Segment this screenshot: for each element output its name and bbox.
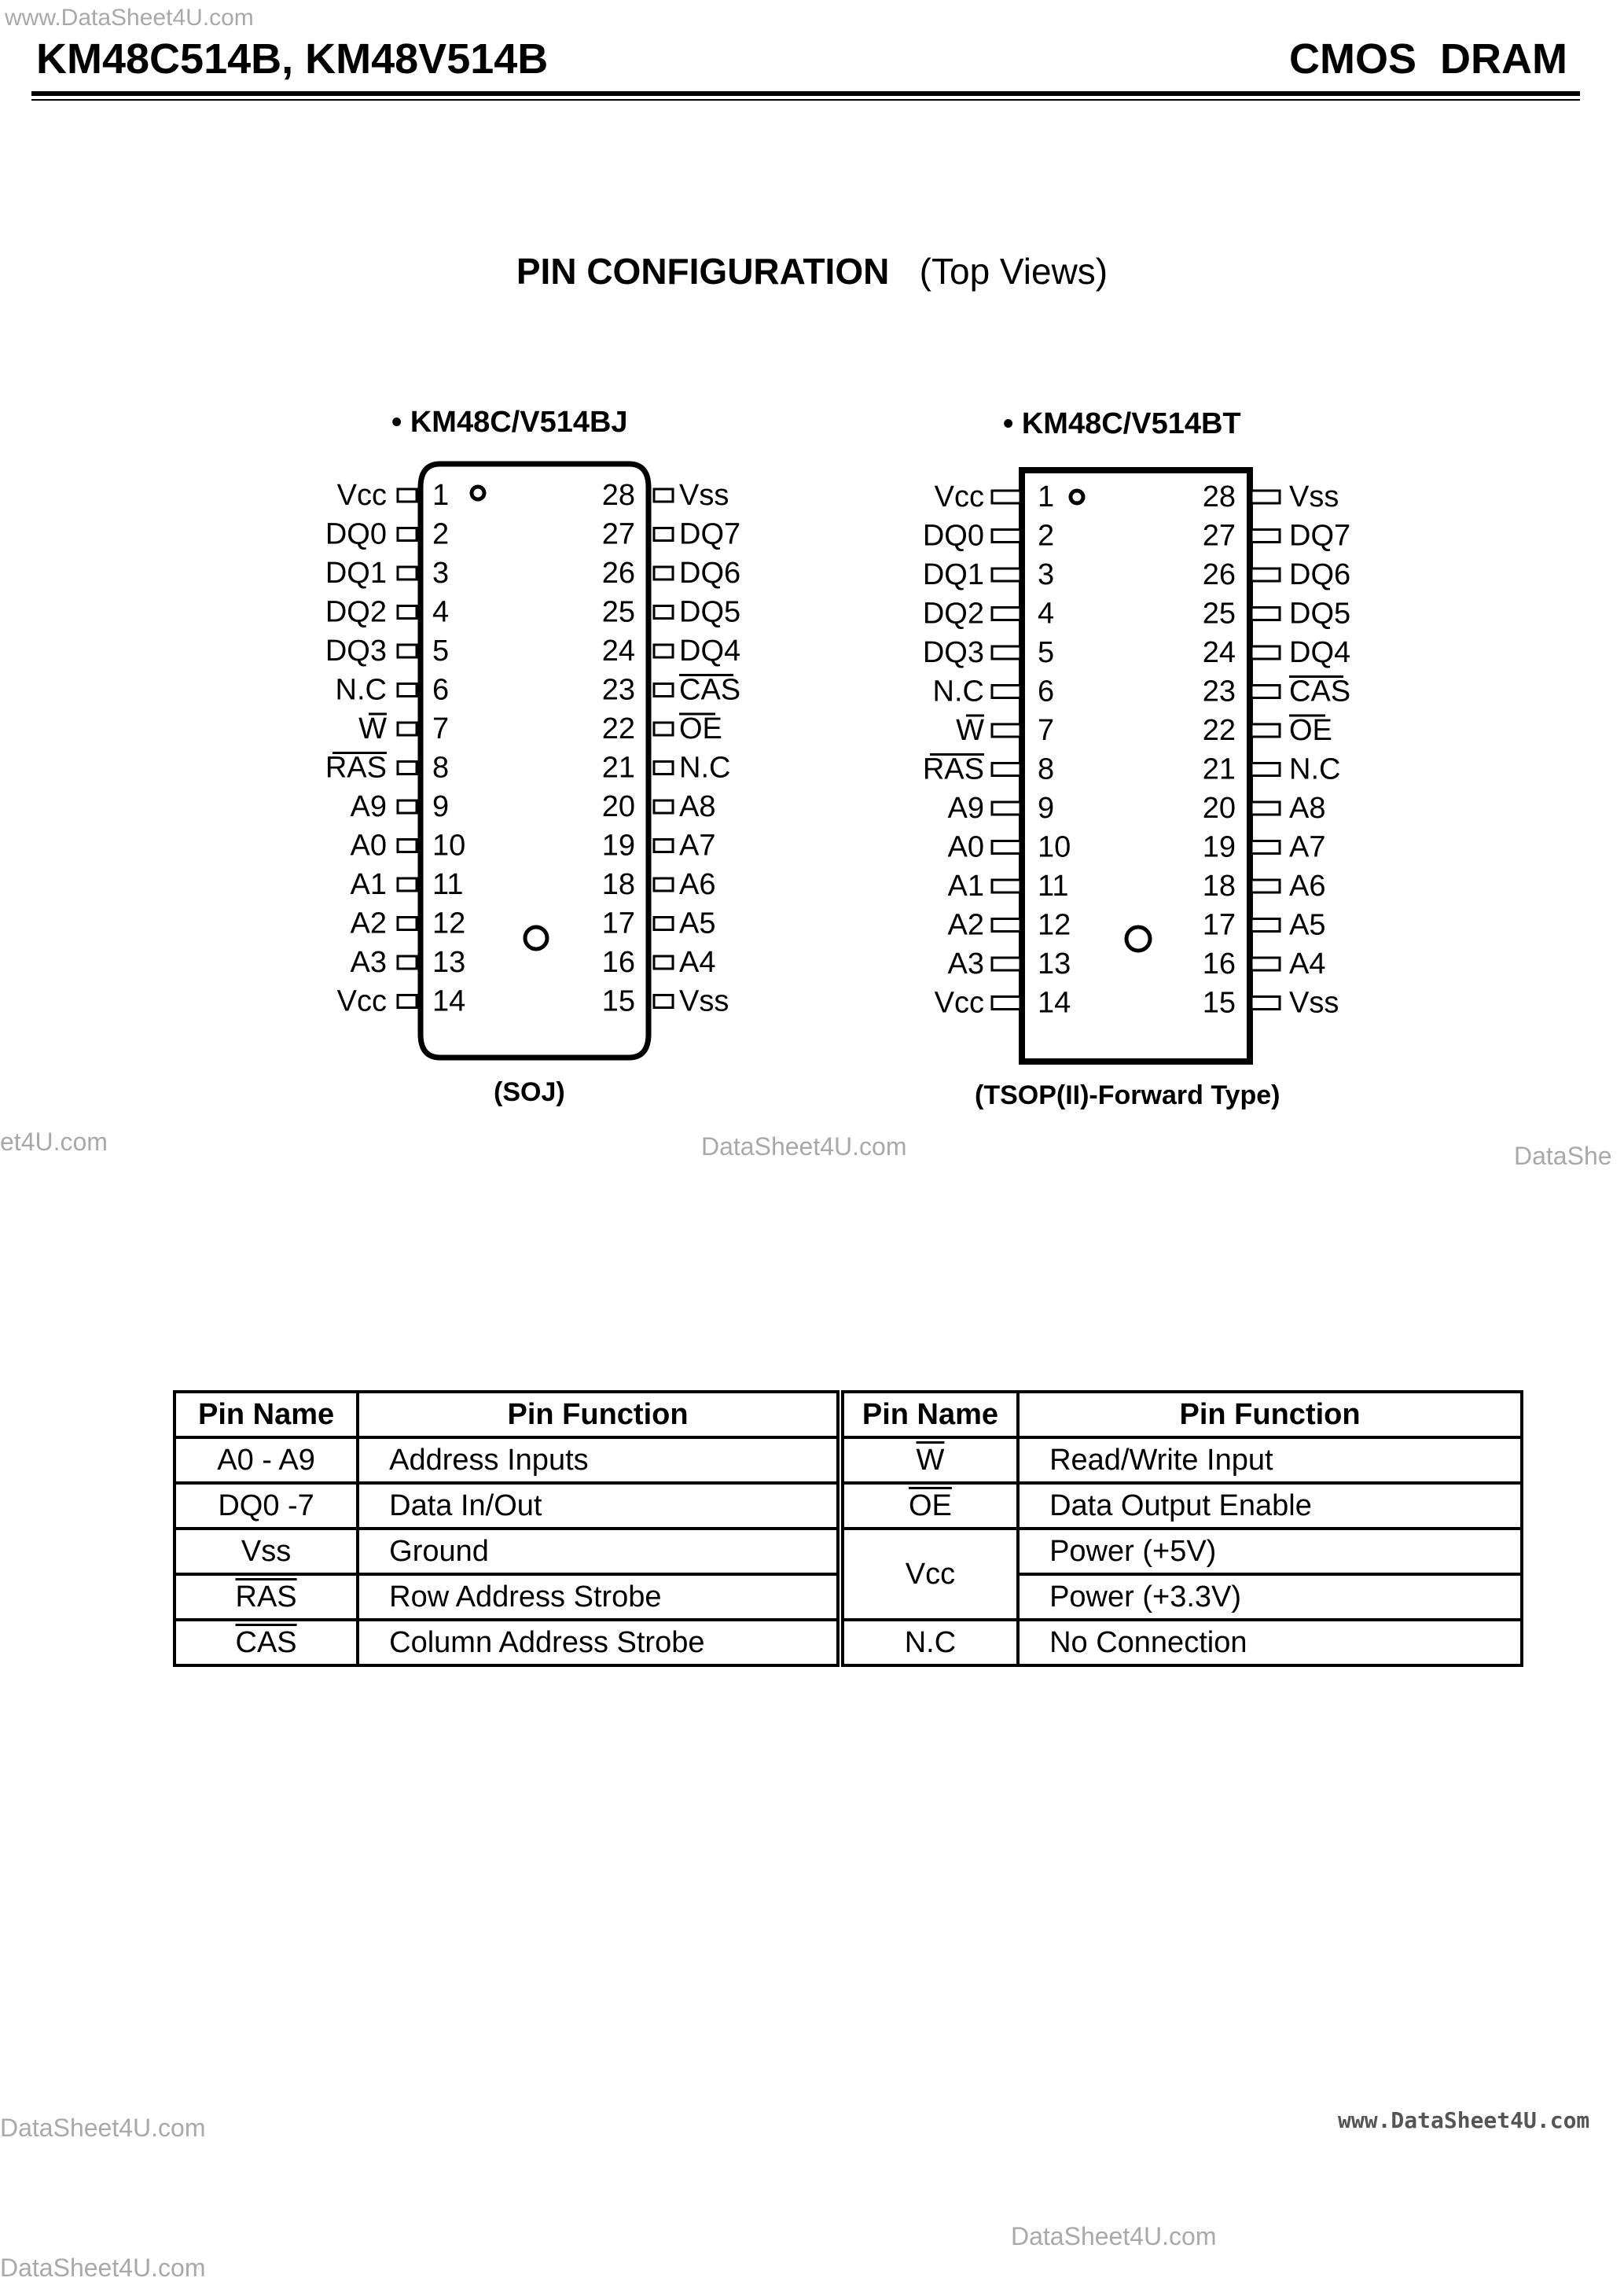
pin-name-right: OE (679, 712, 722, 745)
pin-number-right: 23 (601, 673, 635, 707)
pin-name-right: N.C (679, 751, 731, 785)
section-title-sub: (Top Views) (919, 251, 1108, 292)
pin-name-left: Vcc (934, 480, 984, 513)
pin-number-right: 18 (601, 868, 635, 901)
tsop-package-caption: (TSOP(II)-Forward Type) (975, 1080, 1280, 1110)
pin-stub-left (398, 606, 417, 619)
pin-stub-right (1251, 919, 1280, 932)
pin-function-cell: Column Address Strobe (358, 1620, 838, 1665)
table-divider (838, 1574, 843, 1620)
pin-name-right: CAS (679, 673, 741, 707)
pin-number-right: 24 (601, 635, 635, 668)
pin-stub-left (398, 878, 417, 891)
pin-number-left: 10 (1038, 830, 1071, 864)
pin-function-cell: No Connection (1018, 1620, 1522, 1665)
header-part-numbers: KM48C514B, KM48V514B (36, 35, 549, 83)
pin-number-right: 25 (1202, 597, 1236, 631)
pin-number-right: 27 (601, 517, 635, 551)
pin-number-left: 4 (1038, 597, 1055, 631)
pin-function-cell: Address Inputs (358, 1437, 838, 1483)
pin-name-right: CAS (1289, 675, 1351, 708)
pin-name-cell: Vss (175, 1529, 358, 1574)
pin-stub-left (992, 841, 1020, 854)
table-row (175, 1483, 1522, 1529)
pin-name-cell: $\overline{CAS}$ (175, 1620, 358, 1665)
pin-number-left: 14 (1038, 986, 1071, 1020)
header-rule-thin (31, 99, 1580, 101)
table-row (175, 1620, 1522, 1665)
pin-number-right: 16 (601, 946, 635, 979)
pin-name-left: RAS (922, 752, 984, 786)
pin-stub-right (654, 684, 673, 697)
pin-stub-right (654, 800, 673, 813)
pin-stub-left (992, 958, 1020, 970)
pin-stub-right (654, 723, 673, 735)
pin-stub-left (992, 646, 1020, 659)
watermark-very-bottom-left: DataSheet4U.com (0, 2254, 206, 2282)
watermark-mid-center: DataSheet4U.com (701, 1132, 907, 1161)
pin-name-right: A4 (1289, 947, 1326, 981)
pin-stub-left (398, 645, 417, 657)
watermark-top-left: www.DataSheet4U.com (5, 5, 254, 31)
pin-number-right: 28 (1202, 480, 1236, 513)
pin-number-right: 17 (1202, 908, 1236, 942)
pin-number-left: 3 (1038, 558, 1055, 591)
pin-number-right: 25 (601, 595, 635, 629)
pin-stub-right (1251, 724, 1280, 737)
watermark-mid-left: et4U.com (0, 1128, 108, 1156)
pin-name-right: Vss (679, 984, 729, 1018)
soj-package-title: • KM48C/V514BJ (391, 406, 628, 439)
pin-number-right: 23 (1202, 675, 1236, 708)
pin-name-left: A9 (947, 792, 984, 825)
pin-number-left: 13 (1038, 947, 1071, 981)
pin-name-left: A0 (947, 830, 984, 864)
pin-name-left: A0 (350, 829, 387, 863)
pin-number-left: 1 (432, 479, 450, 512)
pin-name-left: Vcc (934, 986, 984, 1020)
pin-number-left: 7 (1038, 714, 1055, 747)
pin-function-cell: Data Output Enable (1018, 1483, 1522, 1529)
pin-name-left: N.C (335, 673, 387, 707)
pin-name-right: A5 (1289, 908, 1326, 942)
header-pin-function-left: Pin Function (358, 1392, 838, 1437)
pin-number-left: 12 (1038, 908, 1071, 942)
pin-stub-left (398, 918, 417, 930)
header-pin-name-left: Pin Name (175, 1392, 358, 1437)
pin-name-right: DQ7 (679, 517, 741, 551)
pin-number-left: 13 (432, 946, 466, 979)
pin-name-right: DQ4 (679, 635, 741, 668)
pin-number-right: 21 (1202, 752, 1236, 786)
pin-stub-right (1251, 530, 1280, 543)
pin-name-right: A8 (679, 790, 716, 823)
table-header-row (175, 1392, 1522, 1437)
table-row (175, 1437, 1522, 1483)
pin-number-left: 9 (1038, 792, 1055, 825)
pin-stub-right (654, 567, 673, 580)
tsop-package-diagram (896, 456, 1383, 1069)
pin-name-right: A5 (679, 907, 716, 940)
pin-number-right: 20 (1202, 792, 1236, 825)
header-device-type: CMOS DRAM (1289, 35, 1567, 83)
pin-stub-left (992, 724, 1020, 737)
pin-name-right: Vss (679, 479, 729, 512)
pin-name-right: DQ5 (679, 595, 741, 629)
pin-stub-left (992, 608, 1020, 620)
pin-name-right: Vss (1289, 480, 1339, 513)
pin-number-left: 14 (432, 984, 466, 1018)
pin-number-right: 16 (1202, 947, 1236, 981)
pin-name-left: A3 (947, 947, 984, 981)
tsop-center-marker (1126, 927, 1150, 951)
pin-name-left: W (358, 712, 387, 745)
pin-number-left: 5 (1038, 636, 1055, 669)
pin-stub-left (398, 528, 417, 541)
pin-stub-left (992, 997, 1020, 1010)
pin-stub-right (654, 528, 673, 541)
pin-stub-right (654, 762, 673, 775)
pin-number-left: 4 (432, 595, 450, 629)
pin-stub-left (398, 800, 417, 813)
header-pin-name-right: Pin Name (843, 1392, 1018, 1437)
pin-stub-right (654, 995, 673, 1008)
pin-name-cell: N.C (843, 1620, 1018, 1665)
pin-stub-right (1251, 841, 1280, 854)
pin-stub-left (398, 995, 417, 1008)
pin-stub-left (398, 840, 417, 852)
pin-number-right: 20 (601, 790, 635, 823)
pin-number-right: 26 (1202, 558, 1236, 591)
pin-function-cell: Data In/Out (358, 1483, 838, 1529)
pin-function-cell: Power (+3.3V) (1018, 1574, 1522, 1620)
pin-number-left: 2 (1038, 519, 1055, 553)
pin-stub-left (992, 880, 1020, 892)
pin-name-left: RAS (325, 751, 387, 785)
pin-name-cell: $\overline{OE}$ (843, 1483, 1018, 1529)
pin-name-right: DQ4 (1289, 636, 1351, 669)
pin-name-right: A7 (679, 829, 716, 863)
pin-name-right: Vss (1289, 986, 1339, 1020)
pin-name-right: A7 (1289, 830, 1326, 864)
pin-stub-right (1251, 646, 1280, 659)
pin-name-right: A4 (679, 946, 716, 979)
pin-name-left: A1 (350, 868, 387, 901)
pin-number-left: 3 (432, 557, 450, 590)
pin-number-right: 17 (601, 907, 635, 940)
pin-name-right: DQ5 (1289, 597, 1351, 631)
pin-stub-left (398, 684, 417, 697)
pin-name-left: DQ0 (325, 517, 387, 551)
pin-function-table (173, 1390, 1523, 1667)
pin-number-right: 19 (601, 829, 635, 863)
pin-stub-right (1251, 958, 1280, 970)
pin-number-left: 8 (432, 751, 450, 785)
pin-name-right: OE (1289, 714, 1332, 747)
pin-number-right: 15 (1202, 986, 1236, 1020)
soj-package-caption: (SOJ) (494, 1077, 565, 1107)
pin-name-right: A8 (1289, 792, 1326, 825)
pin-stub-right (1251, 802, 1280, 815)
pin-name-left: DQ1 (325, 557, 387, 590)
pin-name-right: DQ6 (679, 557, 741, 590)
pin-stub-left (992, 763, 1020, 776)
pin-stub-right (654, 840, 673, 852)
pin-name-left: DQ0 (922, 519, 984, 553)
pin-stub-right (654, 606, 673, 619)
pin-name-left: DQ2 (922, 597, 984, 631)
pin-name-right: A6 (1289, 870, 1326, 903)
pin-name-cell: $\overline{W}$ (843, 1437, 1018, 1483)
pin-number-left: 6 (432, 673, 450, 707)
pin-name-cell: A0 - A9 (175, 1437, 358, 1483)
table-row (175, 1529, 1522, 1574)
pin-number-left: 11 (432, 868, 464, 901)
pin-name-left: DQ3 (325, 635, 387, 668)
pin-stub-right (654, 918, 673, 930)
pin-stub-left (398, 489, 417, 502)
pin-name-right: A6 (679, 868, 716, 901)
pin-stub-right (1251, 568, 1280, 581)
soj-package-diagram (299, 456, 770, 1069)
pin-name-left: A9 (350, 790, 387, 823)
pin-stub-right (1251, 608, 1280, 620)
pin-stub-left (398, 762, 417, 775)
pin-number-left: 12 (432, 907, 466, 940)
pin-name-cell: DQ0 -7 (175, 1483, 358, 1529)
pin-number-left: 9 (432, 790, 450, 823)
section-title-main: PIN CONFIGURATION (516, 251, 890, 292)
pin-name-left: A3 (350, 946, 387, 979)
pin-name-left: A2 (947, 908, 984, 942)
pin-stub-left (992, 568, 1020, 581)
pin-stub-left (398, 567, 417, 580)
pin-stub-right (654, 489, 673, 502)
pin-stub-left (992, 530, 1020, 543)
pin-stub-right (1251, 880, 1280, 892)
pin-number-right: 26 (601, 557, 635, 590)
watermark-bottom-left: DataSheet4U.com (0, 2114, 206, 2142)
watermark-bottom-center: DataSheet4U.com (1011, 2222, 1217, 2250)
pin-number-left: 8 (1038, 752, 1055, 786)
pin-name-right: N.C (1289, 752, 1341, 786)
pin-name-cell: $\overline{RAS}$ (175, 1574, 358, 1620)
pin-name-left: A2 (350, 907, 387, 940)
pin-stub-left (992, 491, 1020, 503)
pin-number-right: 21 (601, 751, 635, 785)
section-title (0, 250, 1624, 293)
pin-name-left: N.C (932, 675, 984, 708)
pin-name-left: DQ2 (325, 595, 387, 629)
pin-name-left: Vcc (336, 984, 387, 1018)
pin-stub-left (992, 686, 1020, 698)
pin-number-left: 5 (432, 635, 450, 668)
pin-number-right: 18 (1202, 870, 1236, 903)
pin-stub-left (992, 919, 1020, 932)
pin-number-left: 1 (1038, 480, 1055, 513)
pin-number-right: 22 (1202, 714, 1236, 747)
pin-number-left: 7 (432, 712, 450, 745)
watermark-bottom-right: www.DataSheet4U.com (1338, 2107, 1590, 2133)
pin-number-right: 19 (1202, 830, 1236, 864)
pin-number-left: 10 (432, 829, 466, 863)
pin-number-left: 2 (432, 517, 450, 551)
pin-number-left: 6 (1038, 675, 1055, 708)
pin-function-cell: Power (+5V) (1018, 1529, 1522, 1574)
soj-center-marker (525, 927, 547, 949)
pin-stub-right (1251, 763, 1280, 776)
pin-stub-right (1251, 686, 1280, 698)
pin-stub-left (398, 723, 417, 735)
pin-number-right: 24 (1202, 636, 1236, 669)
pin-number-right: 15 (601, 984, 635, 1018)
tsop-pin1-marker (1071, 491, 1083, 503)
pin-function-cell: Read/Write Input (1018, 1437, 1522, 1483)
header-rule-thick (31, 91, 1580, 96)
pin-name-cell: Vcc (843, 1529, 1018, 1620)
pin-stub-right (654, 878, 673, 891)
pin-stub-right (654, 645, 673, 657)
pin-name-left: Vcc (336, 479, 387, 512)
soj-pin1-marker (472, 487, 484, 499)
pin-stub-right (654, 956, 673, 969)
pin-name-left: DQ1 (922, 558, 984, 591)
pin-number-right: 22 (601, 712, 635, 745)
pin-name-right: DQ7 (1289, 519, 1351, 553)
pin-name-right: DQ6 (1289, 558, 1351, 591)
pin-stub-right (1251, 491, 1280, 503)
pin-name-left: A1 (947, 870, 984, 903)
pin-stub-right (1251, 997, 1280, 1010)
pin-function-cell: Row Address Strobe (358, 1574, 838, 1620)
pin-number-right: 27 (1202, 519, 1236, 553)
watermark-mid-right: DataShe (1514, 1142, 1612, 1170)
pin-name-left: W (956, 714, 984, 747)
pin-stub-left (398, 956, 417, 969)
pin-function-cell: Ground (358, 1529, 838, 1574)
tsop-package-title: • KM48C/V514BT (1003, 407, 1241, 440)
pin-stub-left (992, 802, 1020, 815)
pin-number-left: 11 (1038, 870, 1069, 903)
pin-number-right: 28 (601, 479, 635, 512)
header-pin-function-right: Pin Function (1018, 1392, 1522, 1437)
pin-name-left: DQ3 (922, 636, 984, 669)
